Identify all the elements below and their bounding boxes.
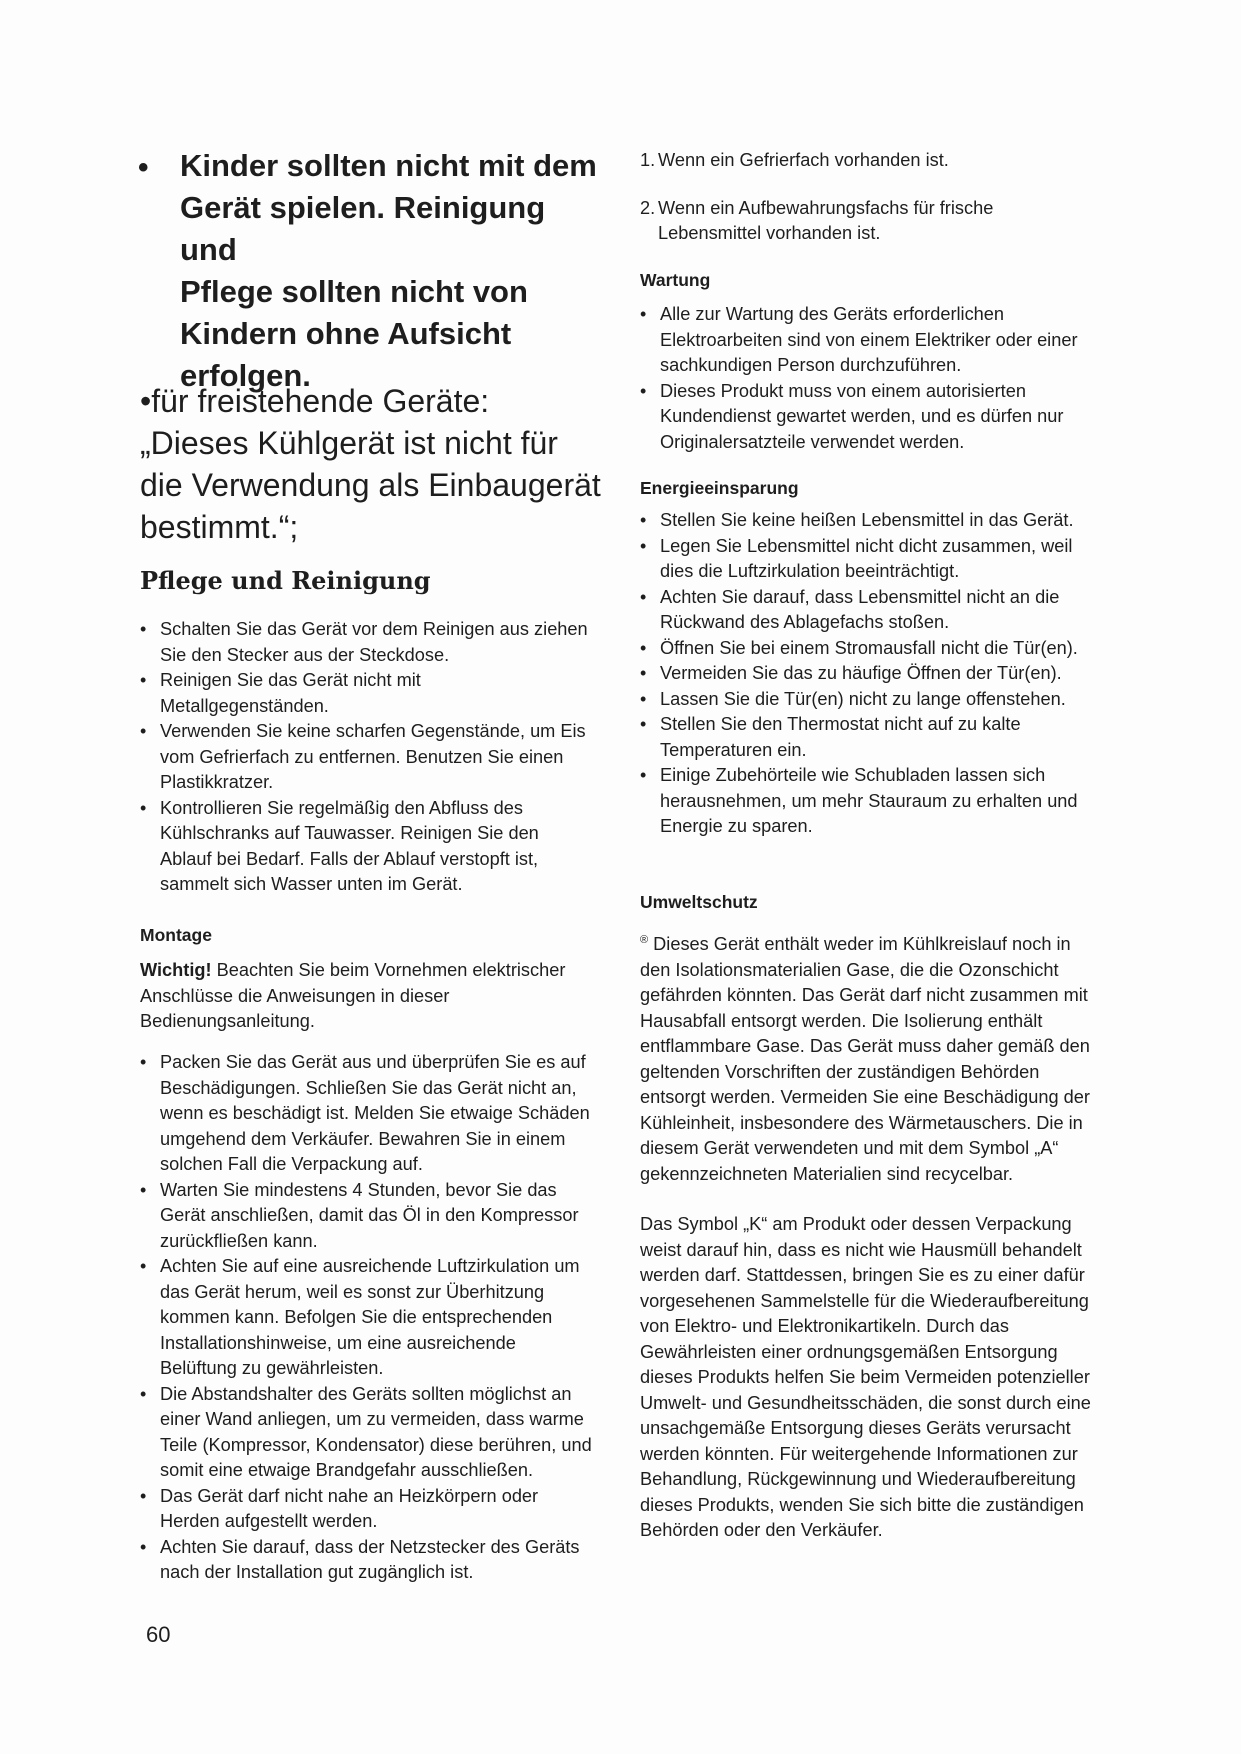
list-item: • Das Gerät darf nicht nahe an Heizkörpern oder Herden aufgestellt werden. bbox=[140, 1484, 596, 1535]
item-text: Wenn ein Gefrierfach vorhanden ist. bbox=[658, 150, 949, 170]
list-item: • Reinigen Sie das Gerät nicht mit Metallgegenständen. bbox=[140, 668, 590, 719]
list-item: • Die Abstandshalter des Geräts sollten möglichst an einer Wand anliegen, um zu vermeiden, dass warme Teile (Kompressor, Kondensator) diese berühren, und somit eine etwaige Brandgefahr ausschließen. bbox=[140, 1382, 596, 1484]
umwelt-heading: Umweltschutz bbox=[640, 892, 758, 912]
list-item: • Legen Sie Lebensmittel nicht dicht zusammen, weil dies die Luftzirkulation beeinträchtigt. bbox=[640, 534, 1096, 585]
warning-bullet: • bbox=[138, 151, 149, 184]
wartung-list bbox=[640, 302, 1096, 455]
wartung-heading: Wartung bbox=[640, 270, 711, 290]
numbered-list bbox=[640, 148, 1080, 247]
umwelt-text-1: Dieses Gerät enthält weder im Kühlkreislauf noch in den Isolationsmaterialien Gase, die die Ozonschicht gefährden könnten. Das Gerät darf nicht zusammen mit Hausabfall entsorgt werden. Die Isolierung enthält entflammbare Gase. Das Gerät muss daher gemäß den geltenden Vorschriften der zuständigen Behörden entsorgt werden. Vermeiden Sie eine Beschädigung der Kühleinheit, insbesondere des Wärmetauschers. Die in diesem Gerät verwendeten und mit dem Symbol „A“ gekennzeichneten Materialien sind recycelbar. bbox=[640, 934, 1090, 1184]
numbered-item bbox=[640, 148, 1080, 174]
freestanding-note: •für freistehende Geräte: „Dieses Kühlgerät ist nicht für die Verwendung als Einbaugerät bestimmt.“; bbox=[140, 383, 601, 545]
energie-heading: Energieeinsparung bbox=[640, 478, 799, 498]
list-item: • Einige Zubehörteile wie Schubladen lassen sich herausnehmen, um mehr Stauraum zu erhalten und Energie zu sparen. bbox=[640, 763, 1096, 840]
list-item: • Alle zur Wartung des Geräts erforderlichen Elektroarbeiten sind von einem Elektriker oder einer sachkundigen Person durchzuführen. bbox=[640, 302, 1096, 379]
care-heading: Pflege und Reinigung bbox=[140, 566, 431, 595]
list-item: • Lassen Sie die Tür(en) nicht zu lange offenstehen. bbox=[640, 687, 1096, 713]
list-item: • Vermeiden Sie das zu häufige Öffnen der Tür(en). bbox=[640, 661, 1096, 687]
list-item: • Achten Sie darauf, dass Lebensmittel nicht an die Rückwand des Ablagefachs stoßen. bbox=[640, 585, 1096, 636]
numbered-item bbox=[640, 196, 1080, 247]
important-label: Wichtig! bbox=[140, 960, 212, 980]
energie-list bbox=[640, 508, 1096, 840]
item-number: 1. bbox=[640, 150, 656, 170]
page-number: 60 bbox=[146, 1622, 171, 1647]
umwelt-paragraph-2: Das Symbol „K“ am Produkt oder dessen Verpackung weist darauf hin, dass es nicht wie Hausmüll behandelt werden darf. Stattdessen, bringen Sie es zu einer dafür vorgesehenen Sammelstelle für die Wiederaufbereitung von Elektro- und Elektronikartikeln. Durch das Gewährleisten einer ordnungsgemäßen Entsorgung dieses Produkts helfen Sie beim Vermeiden potenzieller Umwelt- und Gesundheitsschäden, die sonst durch eine unsachgemäße Entsorgung dieses Geräts verursacht werden könnten. Für weitergehende Informationen zur Behandlung, Rückgewinnung und Wiederaufbereitung dieses Produkts, wenden Sie sich bitte die zuständigen Behörden oder den Verkäufer. bbox=[640, 1214, 1091, 1540]
montage-important bbox=[140, 958, 600, 1035]
list-item: • Achten Sie auf eine ausreichende Luftzirkulation um das Gerät herum, weil es sonst zur Überhitzung kommen kann. Befolgen Sie die entsprechenden Installationshinweise, um eine ausreichende Belüftung zu gewährleisten. bbox=[140, 1254, 596, 1382]
umwelt-paragraph-1 bbox=[640, 928, 1096, 1187]
list-item: • Kontrollieren Sie regelmäßig den Abfluss des Kühlschranks auf Tauwasser. Reinigen Sie den Ablauf bei Bedarf. Falls der Ablauf verstopft ist, sammelt sich Wasser unten im Gerät. bbox=[140, 796, 590, 898]
item-text: Wenn ein Aufbewahrungsfachs für frische Lebensmittel vorhanden ist. bbox=[658, 197, 994, 243]
list-item: • Öffnen Sie bei einem Stromausfall nicht die Tür(en). bbox=[640, 636, 1096, 662]
item-number: 2. bbox=[640, 197, 656, 218]
list-item: • Stellen Sie den Thermostat nicht auf zu kalte Temperaturen ein. bbox=[640, 712, 1096, 763]
list-item: • Schalten Sie das Gerät vor dem Reinigen aus ziehen Sie den Stecker aus der Steckdose. bbox=[140, 617, 590, 668]
important-text: Beachten Sie beim Vornehmen elektrischer Anschlüsse die Anweisungen in dieser Bedienungsanleitung. bbox=[140, 960, 566, 1031]
list-item: • Dieses Produkt muss von einem autorisierten Kundendienst gewartet werden, und es dürfen nur Originalersatzteile verwendet werden. bbox=[640, 379, 1096, 456]
list-item: • Warten Sie mindestens 4 Stunden, bevor Sie das Gerät anschließen, damit das Öl in den Kompressor zurückfließen kann. bbox=[140, 1178, 596, 1255]
child-warning bbox=[138, 145, 608, 397]
care-list bbox=[140, 617, 590, 898]
list-item: • Verwenden Sie keine scharfen Gegenstände, um Eis vom Gefrierfach zu entfernen. Benutzen Sie einen Plastikkratzer. bbox=[140, 719, 590, 796]
umwelt-mark: ® bbox=[640, 934, 649, 946]
warning-text: Kinder sollten nicht mit dem Gerät spielen. Reinigung und Pflege sollten nicht von Kindern ohne Aufsicht erfolgen. bbox=[180, 148, 597, 393]
list-item: • Achten Sie darauf, dass der Netzstecker des Geräts nach der Installation gut zugänglich ist. bbox=[140, 1535, 596, 1586]
montage-heading: Montage bbox=[140, 925, 212, 945]
montage-list bbox=[140, 1050, 596, 1586]
list-item: • Stellen Sie keine heißen Lebensmittel in das Gerät. bbox=[640, 508, 1096, 534]
list-item: • Packen Sie das Gerät aus und überprüfen Sie es auf Beschädigungen. Schließen Sie das Gerät nicht an, wenn es beschädigt ist. Melden Sie etwaige Schäden umgehend dem Verkäufer. Bewahren Sie in einem solchen Fall die Verpackung auf. bbox=[140, 1050, 596, 1178]
